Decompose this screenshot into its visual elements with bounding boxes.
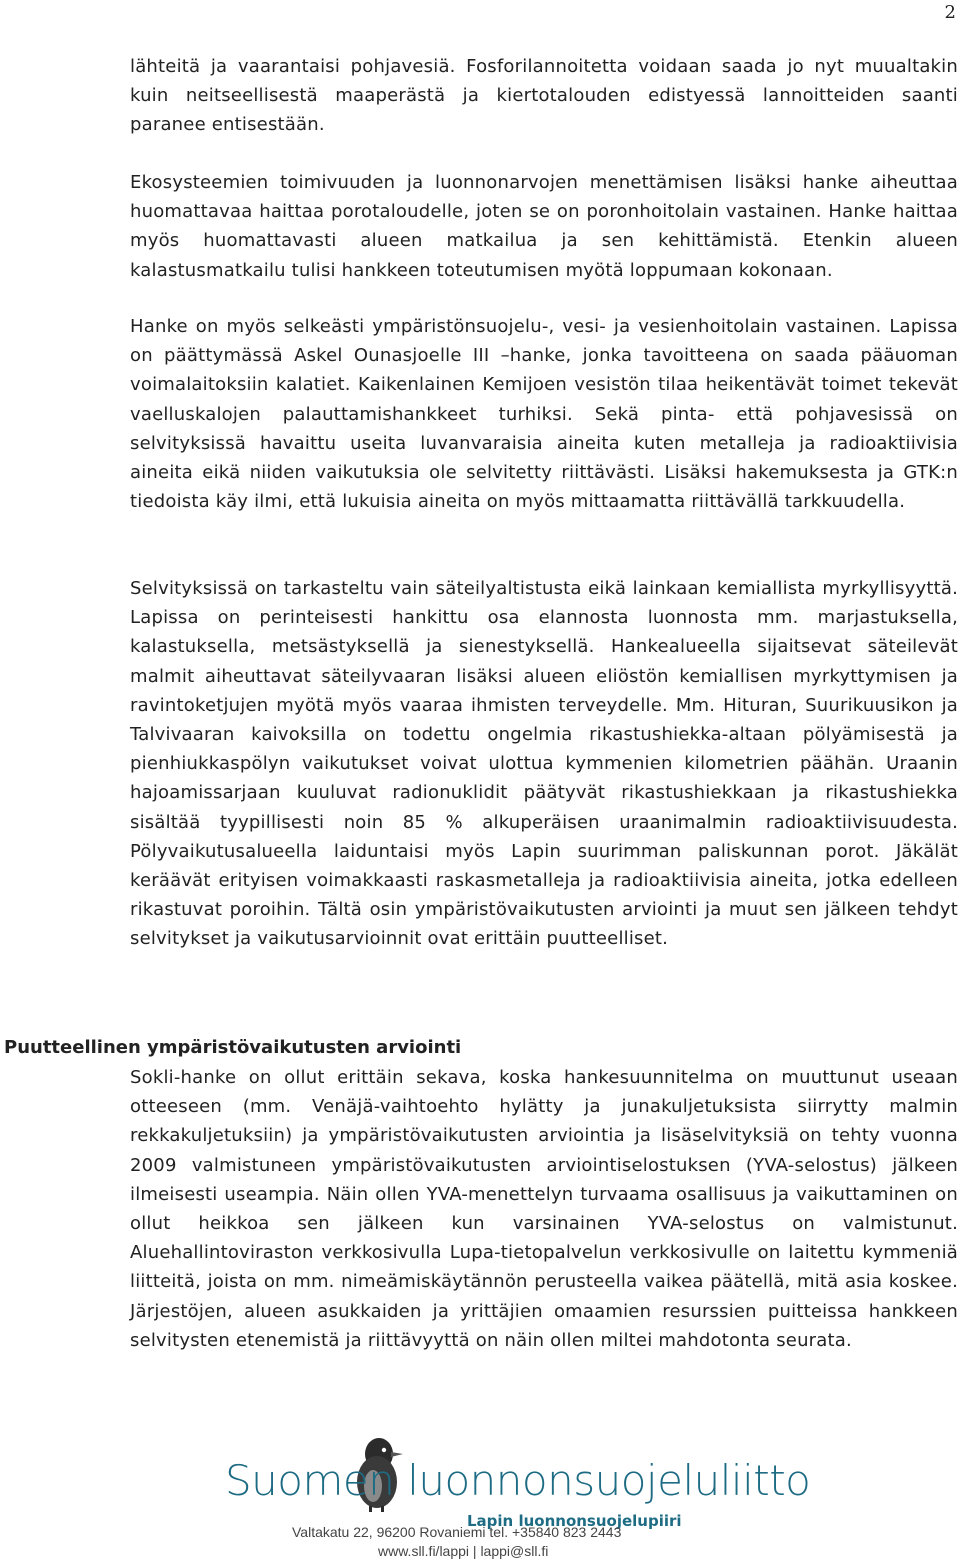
paragraph-sateily: Selvityksissä on tarkasteltu vain säteilyaltistusta eikä lainkaan kemiallista myrkyllisyyttä. Lapissa on perinteisesti hankittu osa elannosta luonnosta mm. marjastuksella, kalastuksella, metsästyksellä ja sienestyksellä. Hankealueella sijaitsevat säteilevät malmit aiheuttavat säteilyvaaran lisäksi alueen eliöstön kemiallisen myrkyttymisen ja ravintoketjujen myötä myös vaaraa ihmisten terveydelle. Mm. Hituran, Suurikuusikon ja Talvivaaran kaivoksilla on todettu ongelmia rikastushiekka-altaan pölyämisestä ja pienhiukkaspölyn vaikutukset voivat ulottua kymmenien kilometrien päähän. Uraanin hajoamissarjaan kuuluvat radionuklidit päätyvät rikastushiekkaan ja rikastushiekka sisältää tyypillisesti noin 85 % alkuperäisen uraanimalmin radioaktiivisuudesta. Pölyvaikutusalueella laiduntaisi myös Lapin suurimman paliskunnan porot. Jäkälät keräävät erityisen voimakkaasti raskasmetalleja ja radioaktiivisia aineita, jotka edelleen rikastuvat poroihin. Tältä osin ympäristövaikutusten arviointi ja muut sen jälkeen tehdyt selvitykset ja vaikutusarvioinnit ovat erittäin puutteelliset. bbox=[130, 578, 958, 950]
page-number: 2 bbox=[944, 2, 956, 23]
paragraph-yva: Sokli-hanke on ollut erittäin sekava, koska hankesuunnitelma on muuttunut useaan otteeseen (mm. Venäjä-vaihtoehto hylätty ja junakuljetuksista siirrytty malmin rekkakuljetuksiin) ja ympäristövaikutusten arviointia ja lisäselvityksiä on tehty vuonna 2009 valmistuneen ympäristövaikutusten arviointiselostuksen (YVA-selostus) jälkeen ilmeisesti useampia. Näin ollen YVA-menettelyn turvaama osallisuus ja vaikuttaminen on ollut heikkoa sen jälkeen kun varsinainen YVA-selostus on valmistunut. Aluehallintoviraston verkkosivulla Lupa-tietopalvelun verkkosivulle on laitettu kymmeniä liitteitä, joista on mm. nimeämiskäytännön perusteella vaikea päätellä, mitä asia koskee. Järjestöjen, alueen asukkaiden ja yrittäjien omaamien resurssien puitteissa hankkeen selvitysten etenemistä ja riittävyyttä on näin ollen miltei mahdotonta seurata. bbox=[130, 1067, 958, 1351]
logo-text: Suomen luonnonsuojeluliitto bbox=[225, 1456, 811, 1505]
paragraph-porotalous: Ekosysteemien toimivuuden ja luonnonarvojen menettämisen lisäksi hanke aiheuttaa huomattavaa haittaa porotaloudelle, joten se on poronhoitolain vastainen. Hanke haittaa myös huomattavasti alueen matkailua ja sen kehittämistä. Etenkin alueen kalastusmatkailu tulisi hankkeen toteutumisen myötä loppumaan kokonaan. bbox=[130, 172, 958, 281]
footer-contacts: www.sll.fi/lappi | lappi@sll.fi bbox=[378, 1543, 549, 1559]
paragraph-pohjavedet: lähteitä ja vaarantaisi pohjavesiä. Fosforilannoitetta voidaan saada jo nyt muualtakin kuin neitseellisestä maaperästä ja kiertotalouden edistyessä lannoitteiden saanti paranee entisestään. bbox=[130, 56, 958, 136]
paragraph-vesienhoito: Hanke on myös selkeästi ympäristönsuojelu-, vesi- ja vesienhoitolain vastainen. Lapissa on päättymässä Askel Ounasjoelle III –hanke, jonka tavoitteena on saada pääuoman voimalaitoksiin kalatiet. Kaikenlainen Kemijoen vesistön tilaa heikentävät toimet tekevät vaelluskalojen palauttamishankkeet turhiksi. Sekä pinta- että pohjavesissä on selvityksissä havaittu useita luvanvaraisia aineita kuten metalleja ja radioaktiivisia aineita eikä niiden vaikutuksia ole selvitetty riittävästi. Lisäksi hakemuksesta ja GTK:n tiedoista käy ilmi, että lukuisia aineita on myös mittaamatta riittävällä tarkkuudella. bbox=[130, 316, 958, 513]
logo-subtext: Lapin luonnonsuojelupiiri bbox=[467, 1512, 682, 1530]
organization-logo bbox=[225, 1428, 811, 1530]
section-heading: Puutteellinen ympäristövaikutusten arviointi bbox=[4, 1037, 462, 1058]
footer bbox=[0, 1418, 960, 1562]
footer-address: Valtakatu 22, 96200 Rovaniemi tel. +35840 823 2443 bbox=[292, 1524, 622, 1540]
